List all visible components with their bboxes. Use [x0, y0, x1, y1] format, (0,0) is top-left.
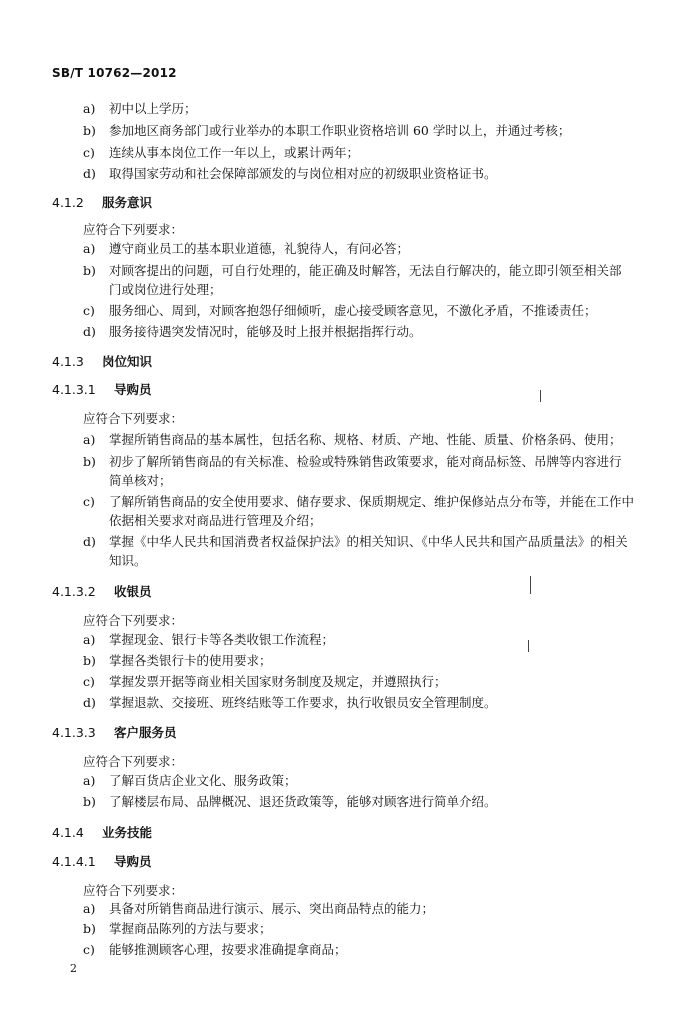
section-intro: 应符合下列要求：	[83, 411, 184, 426]
item-text: 对顾客提出的问题，可自行处理的，能正确及时解答，无法自行解决的，能立即引领至相关部	[109, 263, 622, 278]
item-label: c)	[83, 145, 95, 160]
item-label: b)	[83, 794, 96, 809]
item-label: a)	[83, 241, 96, 256]
item-label: a)	[83, 901, 96, 916]
section-title: 导购员	[114, 854, 152, 869]
section-number: 4.1.4.1	[52, 854, 96, 869]
item-label: c)	[83, 674, 95, 689]
section-title: 服务意识	[102, 195, 153, 210]
item-text: 能够推测顾客心理，按要求准确提拿商品；	[109, 942, 347, 957]
section-number: 4.1.2	[52, 195, 84, 210]
section-number: 4.1.4	[52, 825, 84, 840]
item-text: 知识。	[109, 553, 147, 568]
item-label: c)	[83, 494, 95, 509]
section-heading-4-1-2	[52, 193, 152, 211]
item-label: d)	[83, 534, 96, 549]
item-label: d)	[83, 324, 96, 339]
item-text: 具备对所销售商品进行演示、展示、突出商品特点的能力；	[109, 901, 435, 916]
section-intro: 应符合下列要求：	[83, 613, 184, 628]
item-label: a)	[83, 101, 96, 116]
item-label: a)	[83, 432, 96, 447]
item-label: a)	[83, 773, 96, 788]
item-label: b)	[83, 653, 96, 668]
item-label: d)	[83, 166, 96, 181]
section-title: 岗位知识	[102, 354, 153, 369]
item-text: 初步了解所销售商品的有关标准、检验或特殊销售政策要求，能对商品标签、吊牌等内容进行	[109, 454, 622, 469]
standard-code-header: SB/T 10762—2012	[52, 66, 177, 80]
page-number: 2	[70, 962, 77, 975]
item-text: 掌握各类银行卡的使用要求；	[109, 653, 272, 668]
item-text: 初中以上学历；	[109, 101, 197, 116]
item-text: 掌握现金、银行卡等各类收银工作流程；	[109, 632, 335, 647]
item-text: 门或岗位进行处理；	[109, 282, 222, 297]
item-label: b)	[83, 454, 96, 469]
item-text: 取得国家劳动和社会保障部颁发的与岗位相对应的初级职业资格证书。	[109, 166, 497, 181]
item-label: c)	[83, 942, 95, 957]
section-intro: 应符合下列要求：	[83, 883, 184, 898]
item-text: 掌握所销售商品的基本属性，包括名称、规格、材质、产地、性能、质量、价格条码、使用；	[109, 432, 622, 447]
section-title: 导购员	[114, 382, 152, 397]
scan-mark	[528, 640, 529, 652]
section-intro: 应符合下列要求：	[83, 754, 184, 769]
section-heading-4-1-3-1	[52, 380, 152, 398]
item-text: 了解所销售商品的安全使用要求、储存要求、保质期规定、维护保修站点分布等，并能在工作中	[109, 494, 635, 509]
item-text: 依据相关要求对商品进行管理及介绍；	[109, 513, 322, 528]
item-label: b)	[83, 263, 96, 278]
section-number: 4.1.3.1	[52, 382, 96, 397]
section-number: 4.1.3	[52, 354, 84, 369]
section-intro: 应符合下列要求：	[83, 222, 184, 237]
section-heading-4-1-3	[52, 352, 152, 370]
item-label: d)	[83, 695, 96, 710]
section-title: 业务技能	[102, 825, 153, 840]
item-text: 遵守商业员工的基本职业道德，礼貌待人，有问必答；	[109, 241, 410, 256]
item-label: b)	[83, 921, 96, 936]
item-text: 了解楼层布局、品牌概况、退还货政策等，能够对顾客进行简单介绍。	[109, 794, 497, 809]
item-text: 掌握《中华人民共和国消费者权益保护法》的相关知识、《中华人民共和国产品质量法》的相关	[109, 534, 628, 549]
scan-mark	[530, 576, 531, 594]
scan-mark	[540, 390, 541, 402]
section-heading-4-1-3-3	[52, 723, 177, 741]
item-text: 服务接待遇突发情况时，能够及时上报并根据指挥行动。	[109, 324, 422, 339]
item-text: 掌握退款、交接班、班终结账等工作要求，执行收银员安全管理制度。	[109, 695, 497, 710]
item-label: a)	[83, 632, 96, 647]
section-number: 4.1.3.3	[52, 725, 96, 740]
item-text: 掌握商品陈列的方法与要求；	[109, 921, 272, 936]
item-text: 服务细心、周到，对顾客抱怨仔细倾听，虚心接受顾客意见，不激化矛盾，不推诿责任；	[109, 303, 597, 318]
item-text: 简单核对；	[109, 473, 172, 488]
section-title: 收银员	[114, 584, 152, 599]
item-text: 了解百货店企业文化、服务政策；	[109, 773, 297, 788]
item-label: b)	[83, 123, 96, 138]
section-title: 客户服务员	[114, 725, 177, 740]
item-label: c)	[83, 303, 95, 318]
section-heading-4-1-3-2	[52, 582, 152, 600]
item-text: 参加地区商务部门或行业举办的本职工作职业资格培训 60 学时以上，并通过考核；	[109, 123, 571, 138]
section-number: 4.1.3.2	[52, 584, 96, 599]
section-heading-4-1-4	[52, 823, 152, 841]
item-text: 掌握发票开据等商业相关国家财务制度及规定，并遵照执行；	[109, 674, 447, 689]
item-text: 连续从事本岗位工作一年以上，或累计两年；	[109, 145, 360, 160]
section-heading-4-1-4-1	[52, 852, 152, 870]
